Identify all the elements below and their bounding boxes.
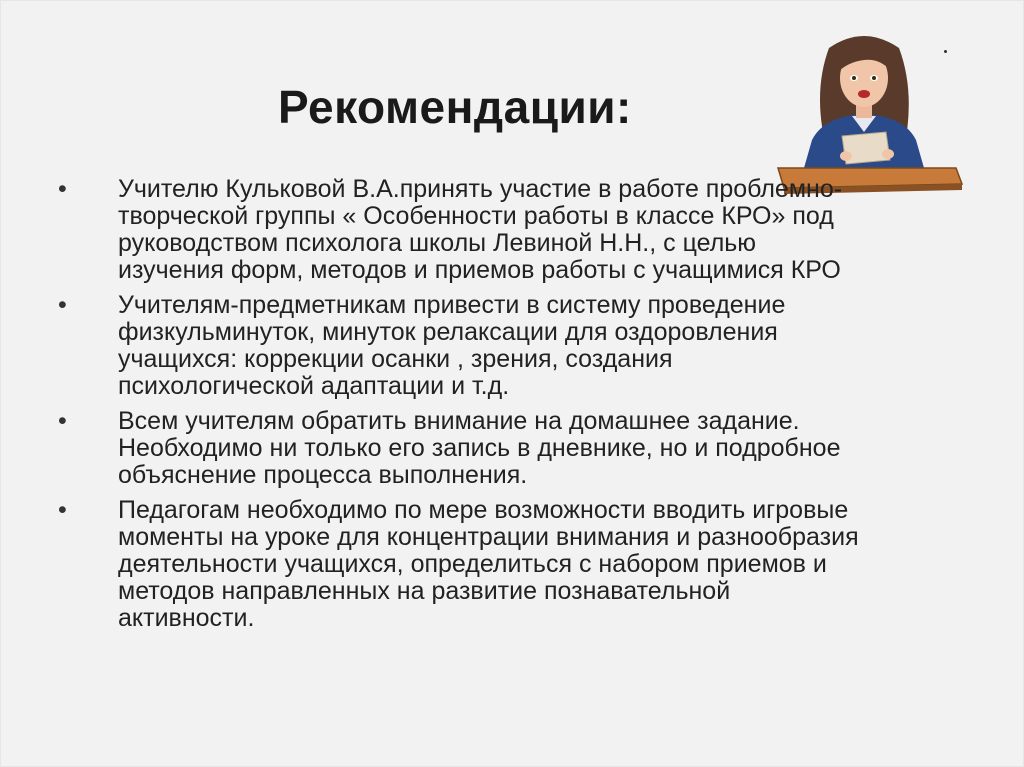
bullet-text: Педагогам необходимо по мере возможности вводить игровые моменты на уроке для концентрации внимания и разнообразия деятельности учащихся, определиться с набором приемов и методов направленных на развитие познавательной активности. [118,496,859,632]
list-item [54,176,959,284]
bullet-marker: • [58,175,67,203]
bullet-marker: • [58,407,67,435]
slide-title: Рекомендации: [278,81,632,133]
decor-dot [944,50,947,53]
bullet-text: Учителям-предметникам привести в систему проведение физкульминуток, минуток релаксации для оздоровления учащихся: коррекции осанки , зрения, создания психологической адаптации и т.д. [118,291,786,400]
list-item [54,292,959,400]
bullet-marker: • [58,496,67,524]
list-item [54,497,959,632]
bullet-text: Всем учителям обратить внимание на домашнее задание. Необходимо ни только его запись в дневнике, но и подробное объяснение процесса выполнения. [118,407,841,489]
bullet-list [54,176,959,640]
list-item [54,408,959,489]
bullet-marker: • [58,291,67,319]
teacher-at-desk-icon [774,28,964,198]
bullet-text: Учителю Кульковой В.А.принять участие в работе проблемно- творческой группы « Особенности работы в классе КРО» под руководством психолога школы Левиной Н.Н., с целью изучения форм, методов и приемов работы с учащимися КРО [118,175,843,284]
